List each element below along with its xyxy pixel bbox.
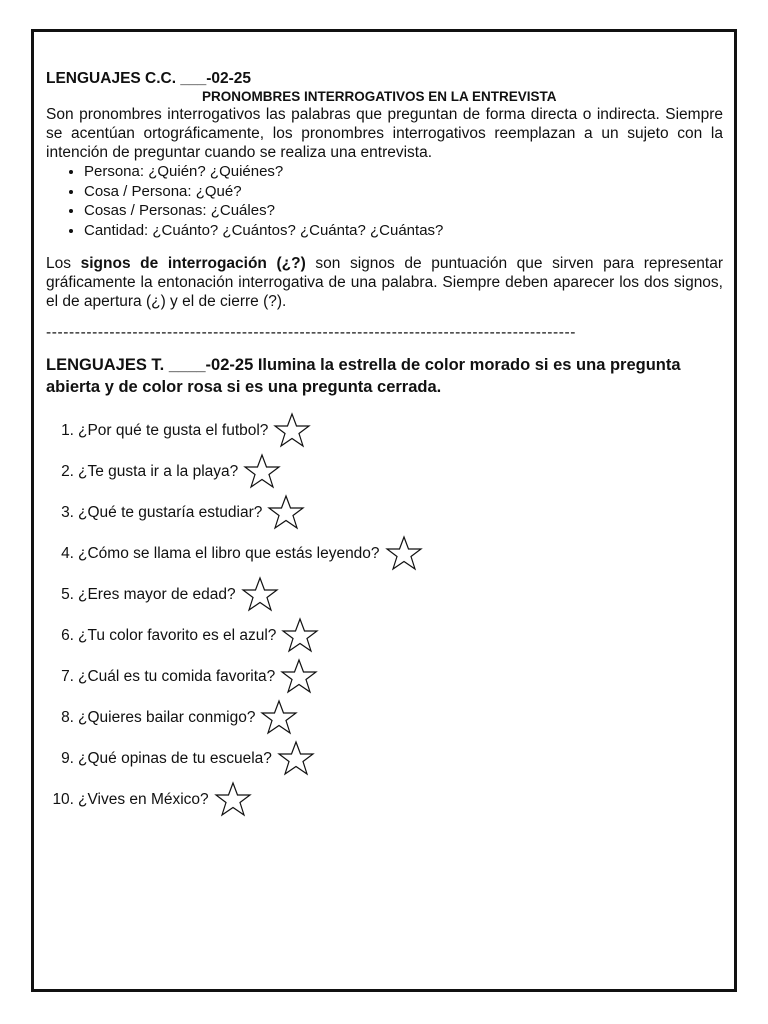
star-icon[interactable] [280,616,320,656]
question-number: 8. [61,708,74,726]
header-subtitle: PRONOMBRES INTERROGATIVOS EN LA ENTREVISTA [202,89,557,104]
list-item: • Cantidad: ¿Cuánto? ¿Cuántos? ¿Cuánta? ¿Cuántas? [84,221,723,241]
question-number: 4. [61,544,74,562]
question-text: ¿Por qué te gusta el futbol? [78,421,269,439]
star-icon[interactable] [272,411,312,451]
question-number: 5. [61,585,74,603]
list-item: • Persona: ¿Quién? ¿Quiénes? [84,162,723,182]
question-item [46,779,723,820]
question-text: ¿Qué opinas de tu escuela? [78,749,272,767]
activity-title: LENGUAJES T. ____-02-25 Ilumina la estrella de color morado si es una pregunta abierta y de color rosa si es una pregunta cerrada. [46,356,681,396]
question-item [46,410,723,451]
question-number: 6. [61,626,74,644]
signs-paragraph [46,254,723,311]
question-text: ¿Tu color favorito es el azul? [78,626,277,644]
question-text: ¿Vives en México? [78,790,209,808]
star-icon[interactable] [259,698,299,738]
star-icon[interactable] [242,452,282,492]
question-text: ¿Quieres bailar conmigo? [78,708,256,726]
star-icon[interactable] [276,739,316,779]
signs-prefix: Los [46,255,81,272]
signs-bold: signos de interrogación (¿?) [80,255,306,272]
star-icon[interactable] [266,493,306,533]
question-number: 9. [61,749,74,767]
question-item [46,656,723,697]
intro-paragraph: Son pronombres interrogativos las palabras que preguntan de forma directa o indirecta. Siempre se acentúan ortográficamente, los pronombres interrogativos reemplazan a un sujeto con la intención de preguntar cuando se realiza una entrevista. [46,106,723,161]
list-item: • Cosas / Personas: ¿Cuáles? [84,201,723,221]
star-icon[interactable] [240,575,280,615]
question-item [46,697,723,738]
question-item [46,492,723,533]
worksheet [46,69,723,820]
question-number: 2. [61,462,74,480]
question-text: ¿Cuál es tu comida favorita? [78,667,276,685]
question-list [46,410,723,820]
header-title: LENGUAJES C.C. ___-02-25 [46,70,252,87]
question-text: ¿Te gusta ir a la playa? [78,462,239,480]
divider: -------------------------------------------------------------------------------------------- [46,324,577,341]
question-text: ¿Eres mayor de edad? [78,585,236,603]
star-icon[interactable] [279,657,319,697]
question-number: 1. [61,421,74,439]
question-text: ¿Cómo se llama el libro que estás leyendo? [78,544,380,562]
pronoun-list [46,162,723,240]
question-number: 7. [61,667,74,685]
star-icon[interactable] [213,780,253,820]
question-item [46,533,723,574]
question-number: 10. [52,790,74,808]
question-number: 3. [61,503,74,521]
question-item [46,451,723,492]
list-item: • Cosa / Persona: ¿Qué? [84,182,723,202]
question-item [46,574,723,615]
question-text: ¿Qué te gustaría estudiar? [78,503,263,521]
question-item [46,615,723,656]
signs-rest: son signos de puntuación que sirven para representar gráficamente la entonación interrogativa de una palabra. Siempre deben aparecer los dos signos, el de apertura (¿) y el de cierre (?). [46,255,723,310]
question-item [46,738,723,779]
star-icon[interactable] [384,534,424,574]
